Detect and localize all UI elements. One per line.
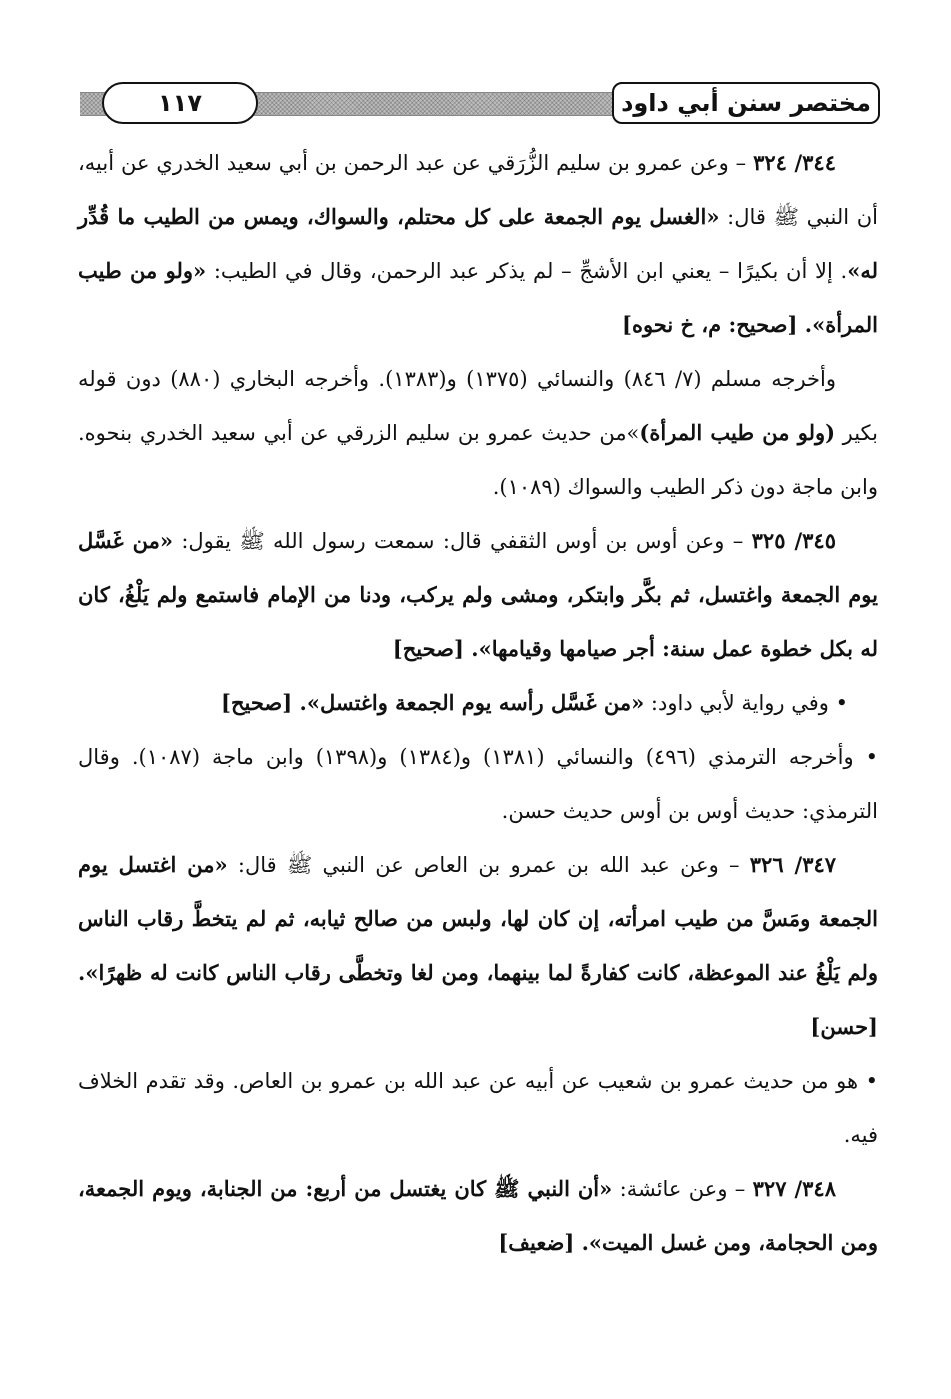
hadith-note: . إلا أن بكيرًا – يعني ابن الأشجِّ – لم يذكر عبد الرحمن، وقال في الطيب: xyxy=(206,259,848,283)
hadith-grade: . [صحيح: م، خ نحوه] xyxy=(622,312,813,337)
hadith-344 xyxy=(78,136,878,352)
page-body xyxy=(78,136,878,1270)
riwaya-bold: «من غَسَّل رأسه يوم الجمعة واغتسل» xyxy=(306,690,645,715)
takhrij-text: • هو من حديث عمرو بن شعيب عن أبيه عن عبد الله بن عمرو بن العاص. وقد تقدم الخلاف فيه. xyxy=(78,1069,878,1147)
hadith-text: «الغسل يوم الجمعة على كل محتلم، والسواك، ويمس من الطيب ما قُدِّر له» xyxy=(78,204,879,283)
page-number: ١١٧ xyxy=(102,82,258,124)
hadith-intro: – وعن أوس بن أوس الثقفي قال: سمعت رسول الله ﷺ يقول: xyxy=(172,529,752,553)
riwaya-text: • وفي رواية لأبي داود: xyxy=(644,691,848,715)
hadith-grade: . [صحيح] xyxy=(392,636,479,661)
hadith-number: ٣٤٥/ ٣٢٥ xyxy=(751,528,836,553)
hadith-number: ٣٤٧/ ٣٢٦ xyxy=(749,852,837,877)
takhrij-text: • وأخرجه الترمذي (٤٩٦) والنسائي (١٣٨١) و(١٣٨٤) و(١٣٩٨) وابن ماجة (١٠٨٧). وقال الترمذي: حديث أوس بن أوس حديث حسن. xyxy=(78,745,878,823)
hadith-grade: . [ضعيف] xyxy=(498,1230,589,1255)
hadith-text: «أن النبي ﷺ كان يغتسل من أربع: من الجنابة، ويوم الجمعة، ومن الحجامة، ومن غسل الميت» xyxy=(78,1176,878,1255)
hadith-text-2: «ولو من طيب المرأة» xyxy=(78,258,878,337)
hadith-348 xyxy=(78,1162,878,1270)
hadith-number: ٣٤٨/ ٣٢٧ xyxy=(752,1176,836,1201)
takhrij-345 xyxy=(78,730,878,838)
takhrij-bold: (ولو من طيب المرأة) xyxy=(639,420,836,445)
takhrij-347 xyxy=(78,1054,878,1162)
hadith-number: ٣٤٤/ ٣٢٤ xyxy=(753,150,836,175)
hadith-intro: – وعن عبد الله بن عمرو بن العاص عن النبي ﷺ قال: xyxy=(227,853,750,877)
hadith-text: «من غَسَّل يوم الجمعة واغتسل، ثم بكَّر وابتكر، ومشى ولم يركب، ودنا من الإمام فاستمع ولم يَلْغُ، كان له بكل خطوة عمل سنة: أجر صيامها وقيامها» xyxy=(78,528,878,661)
riwaya-note xyxy=(78,676,878,730)
hadith-text: «من اغتسل يوم الجمعة ومَسَّ من طيب امرأته، إن كان لها، ولبس من صالح ثيابه، ثم لم يتخطَّ رقاب الناس ولم يَلْغُ عند الموعظة، كانت كفارةً لما بينهما، ومن لغا وتخطَّى رقاب الناس كانت له ظهرًا» xyxy=(78,852,878,985)
hadith-345 xyxy=(78,514,878,676)
riwaya-grade: . [صحيح] xyxy=(221,690,307,715)
takhrij-text-2: »من حديث عمرو بن سليم الزرقي عن أبي سعيد الخدري بنحوه. وابن ماجة دون ذكر الطيب والسواك (١٠٨٩). xyxy=(78,421,878,499)
hadith-intro: – وعن عمرو بن سليم الزُّرَقي عن عبد الرحمن بن أبي سعيد الخدري عن أبيه، أن النبي ﷺ قال: xyxy=(78,151,878,229)
page-header xyxy=(80,78,880,130)
hadith-347 xyxy=(78,838,878,1054)
hadith-intro: – وعن عائشة: xyxy=(612,1177,753,1201)
book-title: مختصر سنن أبي داود xyxy=(612,82,880,124)
takhrij-text: وأخرجه مسلم (٧/ ٨٤٦) والنسائي (١٣٧٥) و(١٣٨٣). وأخرجه البخاري (٨٨٠) دون قوله بكير xyxy=(78,367,878,445)
takhrij-344 xyxy=(78,352,878,514)
hadith-grade: . [حسن] xyxy=(78,960,878,1039)
